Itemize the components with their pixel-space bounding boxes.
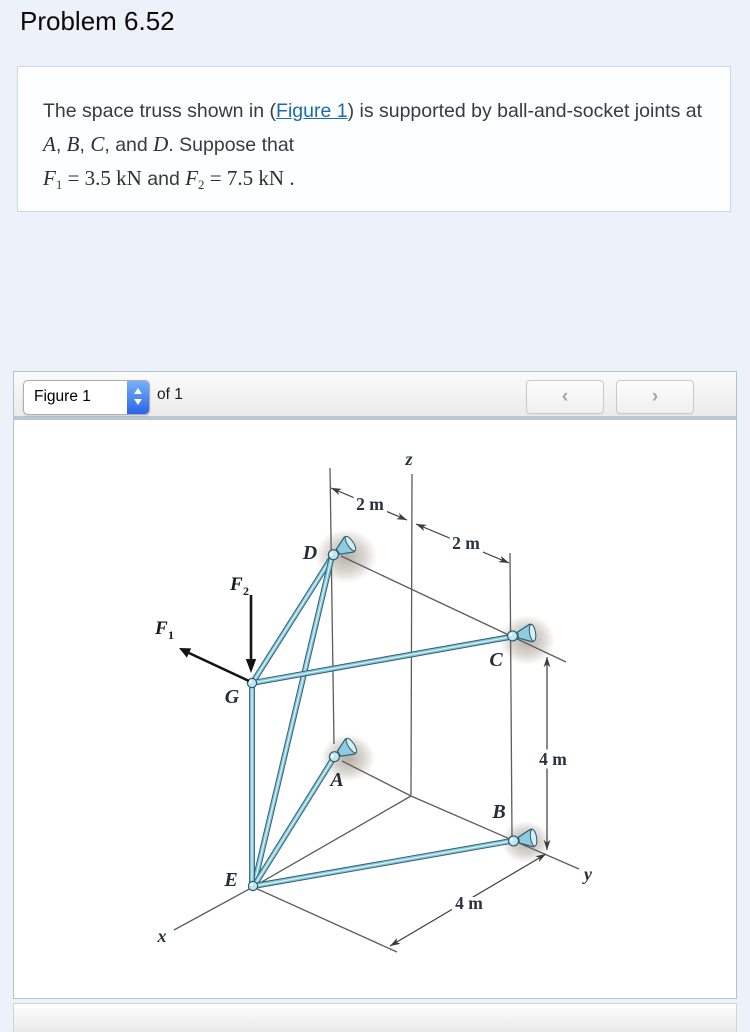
problem-text-part1: The space truss shown in ( xyxy=(43,100,277,122)
label-x-axis: x xyxy=(157,926,167,946)
chevron-left-icon: ‹ xyxy=(561,386,569,407)
vertical-line-through-C-B xyxy=(510,553,512,838)
math-joint-B: B xyxy=(66,132,80,156)
label-dim-2m-right: 2 m xyxy=(452,533,480,553)
member-G-C xyxy=(252,637,510,683)
member-D-E xyxy=(254,556,332,885)
figure-viewer-header xyxy=(14,372,736,420)
force-F1-arrow xyxy=(179,648,249,681)
math-F1-sub: 1 xyxy=(55,177,63,192)
label-y-axis: y xyxy=(584,864,592,884)
support-shadows xyxy=(315,529,555,863)
and-text: and xyxy=(141,168,186,190)
figure-link[interactable]: Figure 1 xyxy=(276,100,348,122)
label-joint-C: C xyxy=(489,649,503,671)
next-figure-button[interactable] xyxy=(616,380,694,414)
label-force-F2: F xyxy=(230,574,243,595)
vertical-line-through-D-A xyxy=(330,468,334,744)
period: . xyxy=(284,166,295,190)
next-section-strip xyxy=(13,1003,737,1032)
stepper-down-arrow-icon xyxy=(134,399,142,405)
math-F2-unit: kN xyxy=(258,166,285,190)
truss-figure xyxy=(14,420,736,991)
math-F2-value: = 7.5 xyxy=(204,166,259,190)
math-F1-value: = 3.5 xyxy=(62,166,117,190)
label-joint-A: A xyxy=(330,769,344,791)
force-F2-arrow xyxy=(246,595,256,673)
label-dim-2m-left: 2 m xyxy=(356,494,384,514)
label-z-axis: z xyxy=(405,449,413,469)
page-title: Problem 6.52 xyxy=(20,6,175,36)
truss-members xyxy=(252,556,511,886)
math-F2: F xyxy=(185,166,199,190)
problem-text xyxy=(43,95,703,201)
label-dim-4m-vertical: 4 m xyxy=(539,749,567,769)
label-joint-B: B xyxy=(492,801,506,823)
sep3: , and xyxy=(104,134,154,156)
base-edge-E-to-front-corner xyxy=(253,887,397,952)
math-joint-A: A xyxy=(43,132,56,156)
label-joint-D: D xyxy=(302,542,318,564)
label-force-F2-sub: 2 xyxy=(243,584,249,598)
ball-socket-supports xyxy=(324,535,537,851)
label-force-F1-sub: 1 xyxy=(168,628,174,642)
select-stepper-icon[interactable] xyxy=(127,381,149,414)
figure-select-dropdown[interactable] xyxy=(23,380,150,415)
math-F1-unit: kN xyxy=(116,166,142,190)
math-F2-sub: 2 xyxy=(198,177,205,192)
label-force-F1: F xyxy=(155,618,168,639)
problem-text-part3: . Suppose that xyxy=(168,134,295,156)
sep2: , xyxy=(79,134,91,156)
z-axis-line xyxy=(411,474,412,795)
problem-statement-box xyxy=(17,66,731,212)
x-axis-line xyxy=(174,887,253,930)
chevron-right-icon: › xyxy=(651,386,659,407)
sep1: , xyxy=(55,134,67,156)
math-joint-C: C xyxy=(90,132,105,156)
math-F1: F xyxy=(43,166,56,190)
label-joint-E: E xyxy=(224,869,238,891)
member-G-D xyxy=(253,557,332,682)
figure-viewer-panel xyxy=(13,371,737,999)
problem-text-part2: ) is supported by ball-and-socket joints at xyxy=(347,100,703,122)
previous-figure-button[interactable] xyxy=(526,380,604,414)
figure-labels xyxy=(154,449,593,946)
label-joint-G: G xyxy=(224,686,240,708)
label-dim-4m-bottom: 4 m xyxy=(455,893,483,913)
force-arrows xyxy=(179,595,256,681)
figure-select-value: Figure 1 xyxy=(34,388,91,405)
joint-E-ball xyxy=(248,881,257,890)
stepper-up-arrow-icon xyxy=(134,388,142,394)
figure-count-label: of 1 xyxy=(157,386,183,403)
space-truss-diagram xyxy=(14,420,736,991)
math-joint-D: D xyxy=(153,132,169,156)
